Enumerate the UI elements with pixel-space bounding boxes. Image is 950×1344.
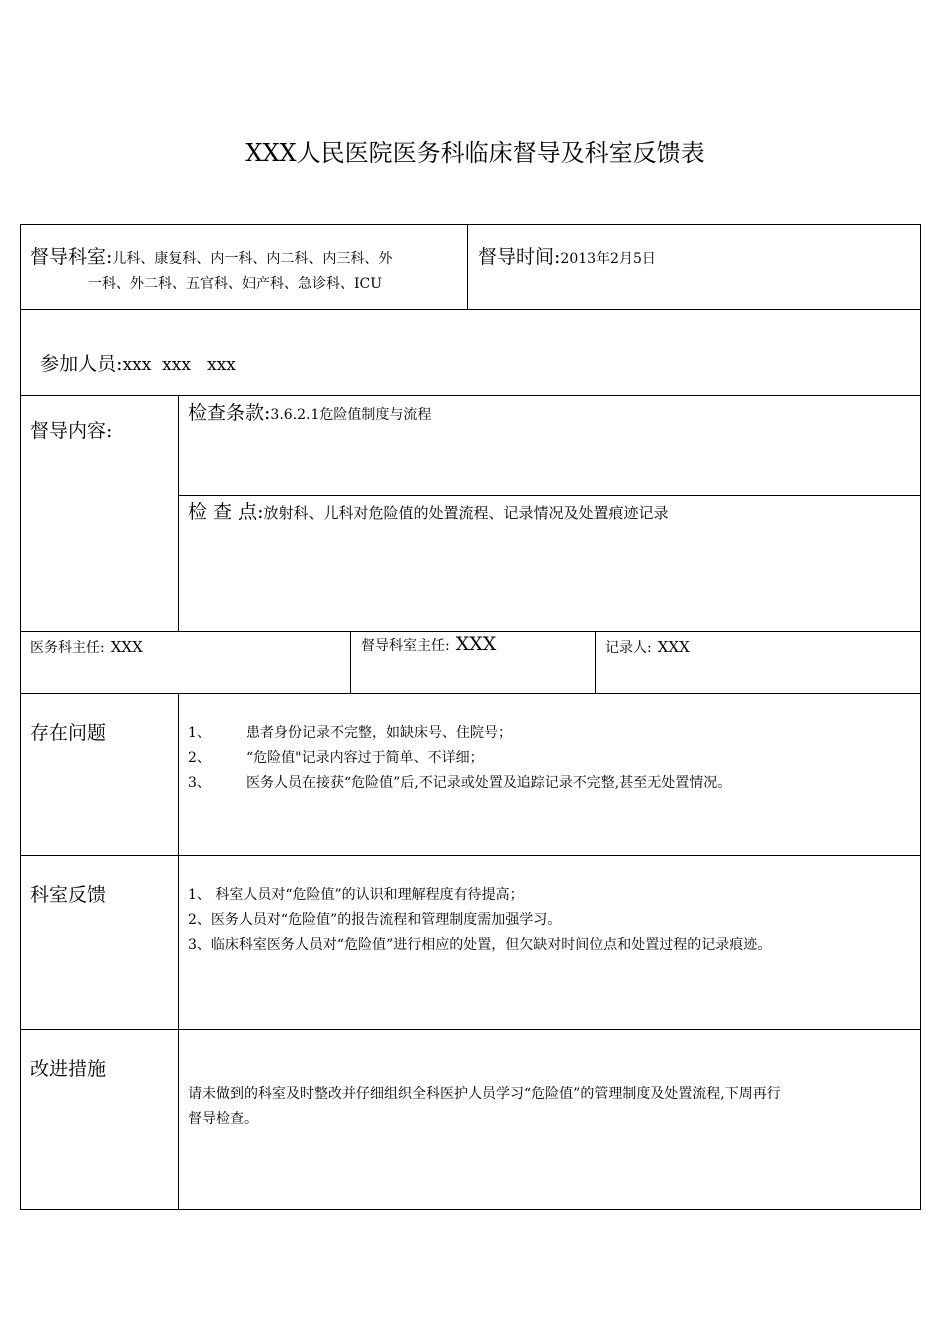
problem-item	[188, 772, 731, 792]
check-clause-value: 3.6.2.1危险值制度与流程	[270, 407, 432, 423]
problem-item-text: 患者身份记录不完整，如缺床号、住院号；	[246, 725, 512, 741]
table-line	[595, 631, 596, 694]
medical-director-cell	[30, 637, 345, 657]
feedback-label: 科室反馈	[30, 884, 107, 906]
table-line	[20, 224, 921, 225]
medical-director-label: 医务科主任:	[30, 640, 105, 656]
check-point-value: 放射科、儿科对危险值的处置流程、记录情况及处置痕迹记录	[263, 504, 669, 522]
improvement-text-line1: 请未做到的科室及时整改并仔细组织全科医护人员学习“危险值”的管理制度及处置流程,下周再行	[188, 1086, 781, 1102]
check-point-label: 检 查 点:	[188, 501, 264, 523]
participants-label: 参加人员:	[40, 353, 123, 375]
table-line	[20, 395, 921, 396]
table-line	[20, 309, 921, 310]
table-line	[179, 495, 921, 496]
dept-director-value: XXX	[455, 633, 497, 655]
table-line	[20, 1029, 921, 1030]
table-line	[350, 631, 351, 694]
feedback-item: 1、 科室人员对“危险值”的认识和理解程度有待提高；	[188, 887, 524, 903]
recorder-value: XXX	[657, 638, 690, 656]
table-line	[20, 224, 21, 1210]
table-line	[20, 1209, 921, 1210]
table-line	[178, 395, 179, 632]
form-title: XXX人民医院医务科临床督导及科室反馈表	[245, 139, 705, 167]
table-line	[178, 693, 179, 1210]
dept-director-cell	[361, 633, 591, 655]
content-label: 督导内容:	[30, 420, 113, 442]
problems-label: 存在问题	[30, 722, 107, 744]
check-clause-label: 检查条款:	[188, 402, 271, 424]
supervision-time-value: 2013年2月5日	[560, 251, 656, 267]
participants-cell	[30, 330, 910, 376]
check-point-cell	[188, 497, 913, 524]
improvement-label: 改进措施	[30, 1058, 107, 1080]
table-line	[20, 855, 921, 856]
problem-item-number: 2、	[188, 750, 211, 766]
supervision-time-label: 督导时间:	[478, 246, 561, 268]
check-clause-cell	[188, 398, 913, 425]
medical-director-value: XXX	[110, 638, 143, 656]
recorder-cell	[605, 637, 915, 657]
table-line	[20, 631, 921, 632]
improvement-text-line2: 督导检查。	[188, 1111, 258, 1127]
table-line	[920, 224, 921, 1210]
dept-director-label: 督导科室主任:	[361, 638, 450, 654]
supervision-time-cell	[478, 242, 918, 269]
supervised-dept-line2: 一科、外二科、五官科、妇产科、急诊科、ICU	[88, 276, 383, 292]
problem-item	[188, 747, 484, 767]
supervised-dept-cell	[30, 242, 465, 293]
feedback-item: 2、医务人员对“危险值”的报告流程和管理制度需加强学习。	[188, 912, 562, 928]
problem-item-text: “危险值"记录内容过于简单、不详细；	[246, 750, 484, 766]
supervised-dept-label: 督导科室:	[30, 246, 113, 268]
problem-item	[188, 722, 512, 742]
problem-item-number: 1、	[188, 725, 211, 741]
supervised-dept-line1: 儿科、康复科、内一科、内二科、内三科、外	[112, 251, 393, 267]
problem-item-text: 医务人员在接获“危险值”后,不记录或处置及追踪记录不完整,甚至无处置情况。	[246, 775, 732, 791]
problem-item-number: 3、	[188, 775, 211, 791]
feedback-item: 3、临床科室医务人员对“危险值”进行相应的处置，但欠缺对时间位点和处置过程的记录痕迹。	[188, 937, 772, 953]
table-line	[467, 224, 468, 310]
table-line	[20, 693, 921, 694]
participants-value: xxx xxx xxx	[122, 355, 236, 375]
recorder-label: 记录人:	[605, 640, 652, 656]
